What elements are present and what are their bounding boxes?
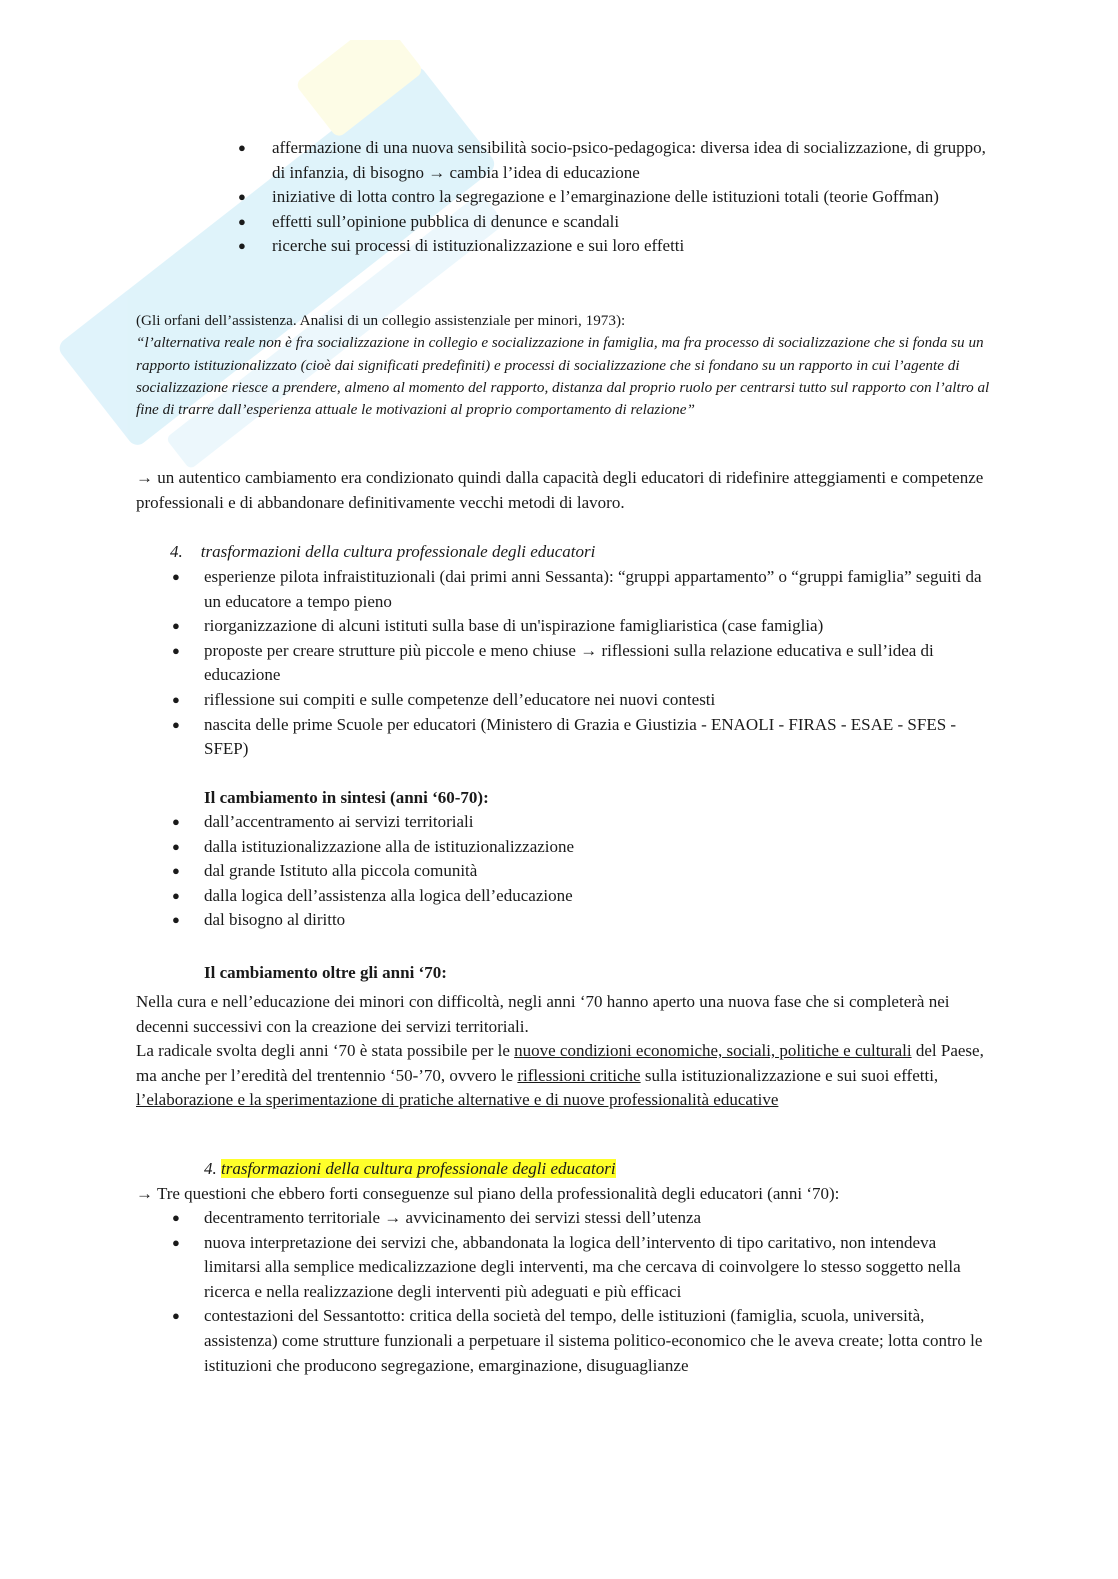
bullet-icon: ● <box>172 863 180 879</box>
section-heading: 4. trasformazioni della cultura professionale degli educatori <box>170 542 596 561</box>
paragraph: → un autentico cambiamento era condizionato quindi dalla capacità degli educatori di ridefinire atteggiamenti e competenze professionali e di abbandonare definitivamente vecchi metodi di lavoro. <box>136 468 984 512</box>
bullet-icon: ● <box>172 642 180 658</box>
bullet-icon: ● <box>172 1234 180 1250</box>
list-item: ● esperienze pilota infraistituzionali (dai primi anni Sessanta): “gruppi appartamento” o “gruppi famiglia” seguiti da un educatore a tempo pieno <box>172 567 982 611</box>
bullet-icon: ● <box>172 569 180 584</box>
bullet-icon: ● <box>172 618 180 634</box>
bullet-icon: ● <box>172 814 180 829</box>
bullet-icon: ● <box>172 912 180 928</box>
highlighted-text: trasformazioni della cultura professionale degli educatori <box>221 1159 616 1178</box>
citation-quote: “l’alternativa reale non è fra socializzazione in collegio e socializzazione in famiglia, ma fra processo di socializzazione che si fonda su un rapporto istituzionalizzato (cioè dai significati predefiniti) e processi di socializzazione che si fondano su un rapporto in cui l’agente di socializzazione riesce a prendere, almeno al momento del rapporto, distanza dal proprio ruolo per centrarsi tutto sul rapporto con l’altro al fine di trarre dall’esperienza attuale le motivazioni al proprio comportamento di relazione” <box>136 334 990 419</box>
citation-source: (Gli orfani dell’assistenza. Analisi di un collegio assistenziale per minori, 1973): <box>136 312 626 329</box>
bullet-icon: ● <box>172 716 180 732</box>
section-heading: 4. trasformazioni della cultura professionale degli educatori <box>204 1159 616 1178</box>
bullet-list-sintesi <box>172 810 994 933</box>
list-item: ● dal grande Istituto alla piccola comunità <box>204 859 994 884</box>
list-item: ● contestazioni del Sessantotto: critica della società del tempo, delle istituzioni (famiglia, scuola, università, assistenza) come strutture funzionali a perpetuare il sistema politico-economico che le aveva create; lotta contro le istituzioni che producono segregazione, emarginazione, disuguaglianze <box>172 1306 983 1375</box>
list-item: ● iniziative di lotta contro la segregazione e l’emarginazione delle istituzioni totali (teorie Goffman) <box>272 185 992 210</box>
list-item: ● decentramento territoriale → avvicinamento dei servizi stessi dell’utenza <box>204 1206 994 1231</box>
subheading: Il cambiamento oltre gli anni ‘70: <box>204 963 447 982</box>
underlined-text: l’elaborazione e la sperimentazione di pratiche alternative e di nuove professionalità educative <box>136 1090 779 1110</box>
list-item: ● ricerche sui processi di istituzionalizzazione e sui loro effetti <box>272 234 992 259</box>
subheading: Il cambiamento in sintesi (anni ‘60-70): <box>204 788 489 807</box>
underlined-text: riflessioni critiche <box>517 1065 641 1085</box>
list-item: ● affermazione di una nuova sensibilità socio-psico-pedagogica: diversa idea di socializzazione, di gruppo, di infanzia, di bisogno → cambia l’idea di educazione <box>238 138 986 182</box>
list-item: ● dalla logica dell’assistenza alla logica dell’educazione <box>204 884 994 909</box>
list-item: ● dall’accentramento ai servizi territoriali <box>204 810 994 835</box>
citation-block <box>136 310 998 421</box>
bullet-icon: ● <box>238 140 246 155</box>
bullet-icon: ● <box>172 887 180 903</box>
list-item: ● riorganizzazione di alcuni istituti sulla base di un'ispirazione famigliaristica (case famiglia) <box>204 614 994 639</box>
list-item: ● dal bisogno al diritto <box>204 908 994 933</box>
bullet-icon: ● <box>172 838 180 854</box>
underlined-text: nuove condizioni economiche, sociali, politiche e culturali <box>514 1041 912 1061</box>
bullet-icon: ● <box>172 1210 180 1225</box>
bullet-icon: ● <box>238 238 246 254</box>
list-item: ● effetti sull’opinione pubblica di denunce e scandali <box>272 210 992 235</box>
paragraph: → Tre questioni che ebbero forti conseguenze sul piano della professionalità degli educatori (anni ‘70): <box>136 1184 840 1203</box>
list-item: ● proposte per creare strutture più piccole e meno chiuse → riflessioni sulla relazione educativa e sull’idea di educazione <box>172 640 934 685</box>
bullet-list-section4 <box>172 565 994 762</box>
list-item: ● nuova interpretazione dei servizi che, abbandonata la logica dell’intervento di tipo caritativo, non intendeva limitarsi alla semplice medicalizzazione degli interventi, ma che cercava di coinvolgere lo stesso soggetto nella ricerca e nella realizzazione degli interventi più adeguati e più efficaci <box>172 1232 961 1301</box>
bullet-icon: ● <box>172 1308 180 1324</box>
list-item: ● riflessione sui compiti e sulle competenze dell’educatore nei nuovi contesti <box>204 688 994 713</box>
list-item: ● nascita delle prime Scuole per educatori (Ministero di Grazia e Giustizia - ENAOLI - FIRAS - ESAE - SFES - SFEP) <box>172 714 957 759</box>
bullet-icon: ● <box>172 691 180 707</box>
bullet-icon: ● <box>238 189 246 205</box>
bullet-icon: ● <box>238 213 246 229</box>
bullet-list-section4b <box>172 1206 994 1378</box>
list-item: ● dalla istituzionalizzazione alla de istituzionalizzazione <box>204 835 994 860</box>
bullet-list-intro <box>238 136 992 259</box>
paragraph: Nella cura e nell’educazione dei minori con difficoltà, negli anni ‘70 hanno aperto una nuova fase che si completerà nei decenni successivi con la creazione dei servizi territoriali. La radicale svolta degli anni ‘70 è stata possibile per le nuove condizioni economiche, sociali, politiche e culturali del Paese, ma anche per l’eredità del trentennio ‘50-’70, ovvero le riflessioni critiche sulla istituzionalizzazione e sui suoi effetti, l’elaborazione e la sperimentazione di pratiche alternative e di nuove professionalità educative <box>136 992 984 1110</box>
